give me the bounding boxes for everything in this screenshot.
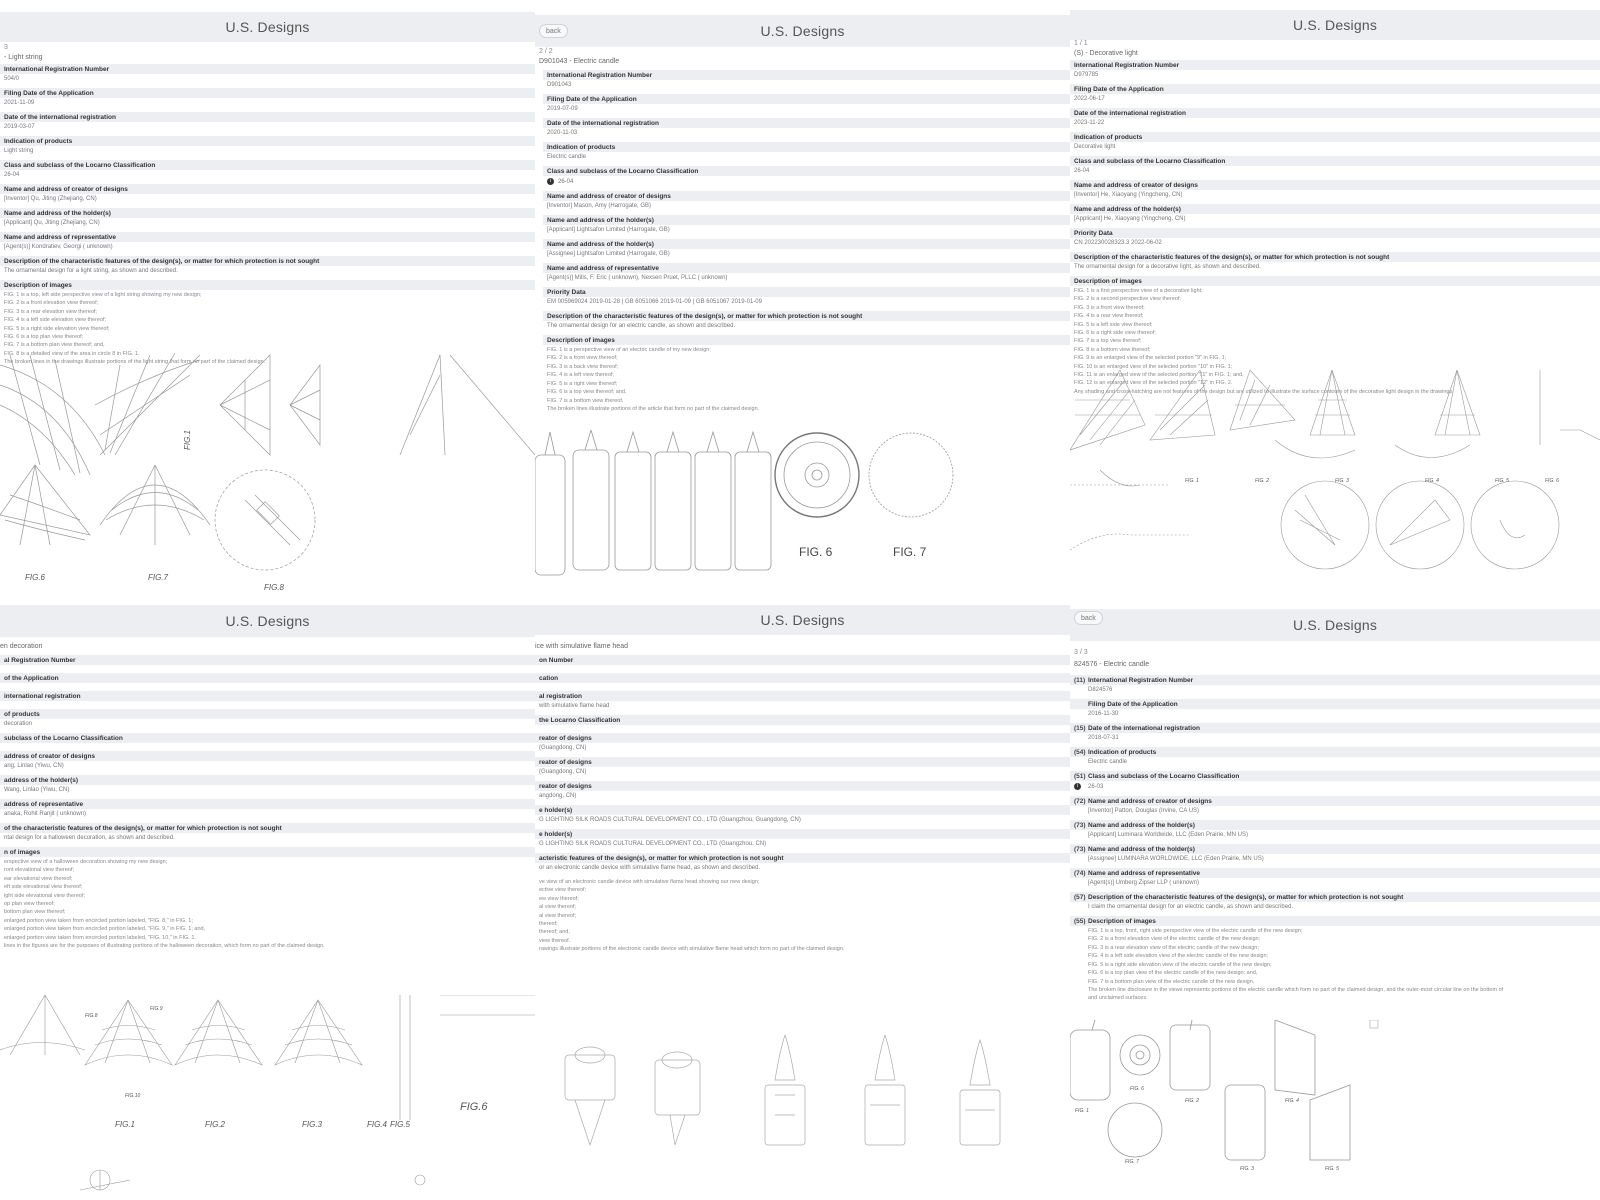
pillar-candle-views: [1070, 1020, 1378, 1160]
svg-text:FIG.3: FIG.3: [302, 1120, 323, 1129]
fig4-drawing: [400, 355, 535, 455]
field-label: Filing Date of the Application: [543, 94, 1070, 104]
field-value: D979785: [1074, 71, 1099, 78]
field-value: 26-03: [1088, 783, 1104, 790]
field-label: Class and subclass of the Locarno Classification: [0, 160, 535, 170]
detail-circles: [80, 1170, 535, 1190]
field-label: International Registration Number: [1088, 676, 1194, 684]
candle-bottom-view: [869, 433, 953, 517]
panel-title: U.S. Designs: [760, 23, 845, 39]
svg-text:FIG.4: FIG.4: [367, 1120, 388, 1129]
field-label: Name and address of the holder(s): [1070, 204, 1600, 214]
fig6-drawing: [0, 465, 90, 545]
field-label: Priority Data: [1070, 228, 1600, 238]
design-panel-electric-candle-a: [535, 0, 1070, 605]
pager[interactable]: 2 / 2: [539, 48, 553, 55]
svg-text:FIG. 3: FIG. 3: [1335, 478, 1349, 484]
field-list: [0, 64, 535, 373]
field-value: EM 005969024 2019-01-28 | GB 6051066 2019-01-09 | GB 6051067 2019-01-09: [547, 298, 762, 305]
field-value: [Applicant] Qu, Jiting (Zhejiang, CN): [4, 219, 100, 226]
svg-text:FIG. 4: FIG. 4: [1285, 1098, 1299, 1104]
field-label: acteristic features of the design(s), or matter for which protection is not sought: [535, 853, 1070, 863]
field-value: 2019-03-07: [4, 123, 35, 130]
field-value: angdong, CN): [539, 792, 577, 799]
patent-drawing-spiderweb: [0, 995, 535, 1200]
field-value: [Assignee] LUMINARA WORLDWIDE, LLC (Eden Prairie, MN US): [1088, 855, 1264, 862]
panel-title: U.S. Designs: [1292, 617, 1378, 633]
field-label: reator of designs: [535, 733, 1070, 743]
field-value: The ornamental design for a light string, as shown and described.: [4, 267, 178, 274]
image-descriptions: FIG. 1 is a top, left side perspective view of a light string showing my new design; FIG. 2 is a front elevation view thereof; FIG. 3 is a rear elevation view thereof; FIG. 4 is a left side elevation view thereof; FIG. 5 is a right side elevation view thereof; FIG. 6 is a top plan view thereof; FIG. 7 is a bottom plan view thereof; and, FIG. 8 is a detailed view of the area in circle 8 in FIG. 1. The broken lines in the drawings illustrate portions of the light string that form no part of the claimed design.: [4, 292, 266, 366]
field-value: (Guangdong, CN): [539, 768, 587, 775]
svg-text:FIG. 6: FIG. 6: [1545, 478, 1559, 484]
field-value: [Inventor] Patton, Douglas (Irvine, CA US): [1088, 807, 1200, 814]
field-label: reator of designs: [535, 757, 1070, 767]
field-label: International Registration Number: [1070, 60, 1600, 70]
svg-text:FIG.8: FIG.8: [85, 1013, 98, 1019]
field-label: Description of the characteristic features of the design(s), or matter for which protection is not sought: [1070, 252, 1600, 262]
field-list: [0, 655, 535, 956]
field-value: decoration: [4, 720, 33, 727]
svg-text:FIG. 2: FIG. 2: [1255, 478, 1269, 484]
enlarged-detail-views: [1281, 481, 1559, 569]
field-value: [535, 665, 1070, 668]
record-subtitle: 824576 - Electric candle: [1074, 661, 1150, 668]
field-value: The ornamental design for an electric candle, as shown and described.: [547, 322, 736, 329]
svg-text:FIG.1: FIG.1: [183, 429, 192, 450]
field-label: Name and address of representative: [543, 263, 1070, 273]
info-icon[interactable]: i: [547, 178, 554, 185]
patent-drawing-candle-flame: [535, 1035, 1070, 1195]
field-label: Name and address of representative: [1088, 869, 1200, 877]
field-value: [Assignee] Lightsafon Limited (Harrogate, GB): [547, 250, 670, 257]
panel-header: [535, 605, 1070, 635]
design-panel-halloween-decoration: [0, 605, 535, 1200]
svg-text:FIG.10: FIG.10: [125, 1093, 141, 1099]
field-value: (Guangdong, CN): [539, 744, 587, 751]
field-label: Filing Date of the Application: [1070, 84, 1600, 94]
panel-title: U.S. Designs: [225, 19, 310, 35]
svg-text:FIG. 3: FIG. 3: [1240, 1166, 1254, 1172]
field-value: I claim the ornamental design for an electric candle, as shown and described.: [1088, 903, 1294, 910]
field-value: 2016-11-30: [1088, 710, 1119, 717]
image-descriptions: FIG. 1 is a top, front, right side perspective view of the electric candle of the new design; FIG. 2 is a front elevation view of the electric candle of the new design; FIG. 3 is a rear elevation view of the electric candle of the new design; FIG. 4 is a left side elevation view of the electric candle of the new design; FIG. 5 is a right side elevation view of the electric candle of the new design; FIG. 6 is a top plan view of the electric candle of the new design; and, FIG. 7 is a bottom plan view of the electric candle of the new design. The broken line disclosure in the views represents portions of the electric candle which form no part of the claimed design, and the outer-most circular line on the bottom of and unclaimed surfaces.: [1088, 928, 1504, 1002]
field-value: [535, 683, 1070, 686]
field-value: 26-04: [4, 171, 20, 178]
field-value: 2022-06-17: [1074, 95, 1105, 102]
image-descriptions: FIG. 1 is a perspective view of an electric candle of my new design; FIG. 2 is a front view thereof; FIG. 3 is a back view thereof; FIG. 4 is a left view thereof; FIG. 5 is a right view thereof; FIG. 6 is a top view thereof; and, FIG. 7 is a bottom view thereof. The broken lines illustrate portions of the article that form no part of the claimed design.: [547, 347, 760, 412]
field-value: Electric candle: [547, 153, 587, 160]
pager[interactable]: 3: [4, 44, 8, 51]
field-value: CN 202230028323.3 2022-06-02: [1074, 239, 1162, 246]
design-panel-electric-candle-b: [1070, 605, 1600, 1200]
field-label: international registration: [0, 691, 535, 701]
image-descriptions: FIG. 1 is a first perspective view of a decorative light; FIG. 2 is a second perspective view thereof; FIG. 3 is a front view thereof; FIG. 4 is a rear view thereof; FIG. 5 is a left side view thereof; FIG. 6 is a right side view thereof; FIG. 7 is a top view thereof; FIG. 8 is a bottom view thereof; FIG. 9 is an enlarged view of the selected portion "9" in FIG. 1; FIG. 10 is an enlarged view of the selected portion "10" in FIG. 1; FIG. 11 is an enlarged view of the selected portion "11" in FIG. 1; and, FIG. 12 is an enlarged view of the selected portion "12" in FIG. 2. Any shading and cross-hatching are not features of the design but are utilized to illustrate the surface contours of the decorative light design in the drawings.: [1074, 288, 1454, 395]
field-value: [Agent(s)] Mills, F. Eric ( unknown), Nexsen Pruet, PLLC ( unknown): [547, 274, 728, 281]
field-value: [Applicant] He, Xiaoyang (Yingcheng, CN): [1074, 215, 1186, 222]
candle-top-view: [775, 433, 859, 517]
field-label: Indication of products: [1070, 132, 1600, 142]
svg-text:FIG. 6: FIG. 6: [1130, 1086, 1144, 1092]
panel-title: U.S. Designs: [1292, 17, 1378, 33]
field-label: Name and address of the holder(s): [0, 208, 535, 218]
panel-title: U.S. Designs: [225, 613, 310, 629]
field-label: Name and address of the holder(s): [1088, 845, 1195, 853]
field-label: cation: [535, 673, 1070, 683]
field-list: [535, 655, 1070, 960]
svg-text:FIG.7: FIG.7: [148, 573, 169, 582]
field-value: ntal design for a halloween decoration, as shown and described.: [4, 834, 175, 841]
field-label: Class and subclass of the Locarno Classification: [1088, 772, 1240, 780]
field-label: International Registration Number: [0, 64, 535, 74]
field-value: [Inventor] Mason, Amy (Harrogate, GB): [547, 202, 652, 209]
field-label: al Registration Number: [0, 655, 535, 665]
back-button[interactable]: back: [1074, 611, 1103, 625]
field-list: [1070, 60, 1600, 402]
field-value: [0, 683, 535, 686]
svg-text:FIG. 5: FIG. 5: [1495, 478, 1509, 484]
field-value: [535, 725, 1070, 728]
field-value: 26-04: [1074, 167, 1090, 174]
field-label: on Number: [535, 655, 1070, 665]
fig7-drawing: [100, 465, 210, 545]
field-label: address of the holder(s): [0, 775, 535, 785]
svg-text:FIG.6: FIG.6: [460, 1101, 488, 1113]
fig2-drawing: [220, 355, 320, 455]
svg-text:FIG. 7: FIG. 7: [1125, 1159, 1139, 1165]
panel-header: [1070, 609, 1600, 641]
field-value: Light string: [4, 147, 34, 154]
field-label: Priority Data: [543, 287, 1070, 297]
back-button[interactable]: back: [539, 24, 568, 38]
field-value: 2021-11-09: [4, 99, 35, 106]
field-label: of the Application: [0, 673, 535, 683]
field-label: Name and address of creator of designs: [1070, 180, 1600, 190]
images-label: Description of images: [543, 335, 1070, 345]
field-label: al registration: [535, 691, 1070, 701]
field-value: D824576: [1088, 686, 1113, 693]
record-subtitle: - Light string: [4, 54, 43, 61]
field-label: Filing Date of the Application: [1088, 700, 1178, 708]
field-value: 2023-11-22: [1074, 119, 1105, 126]
field-label: reator of designs: [535, 781, 1070, 791]
image-descriptions: ve view of an electronic candle device with simulative flame head showing our new design; ective view thereof; ew view thereof; al view thereof; al view thereof; thereof; thereof; and, view thereof. rawings illustrate portions of the electronic candle device with simulative flame head which form no part of the claimed design.: [539, 879, 845, 953]
fig8-drawing: [215, 470, 315, 570]
field-label: Description of the characteristic features of the design(s), or matter for which protection is not sought: [0, 256, 535, 266]
patent-drawing-decorative-light: [1070, 370, 1600, 590]
patent-drawing-electric-candle: [535, 430, 1070, 590]
svg-text:FIG. 6: FIG. 6: [799, 545, 833, 559]
svg-text:FIG.2: FIG.2: [205, 1120, 226, 1129]
field-value: Wang, Linlao (Yiwu, CN): [4, 786, 70, 793]
field-value: anaka, Rohit Ranjit ( unknown): [4, 810, 87, 817]
field-label: Indication of products: [0, 136, 535, 146]
field-label: Date of the international registration: [0, 112, 535, 122]
field-label: Name and address of creator of designs: [543, 191, 1070, 201]
field-label: Name and address of creator of designs: [0, 184, 535, 194]
field-label: subclass of the Locarno Classification: [0, 733, 535, 743]
svg-text:FIG. 7: FIG. 7: [893, 545, 927, 559]
record-subtitle: ice with simulative flame head: [535, 643, 628, 650]
design-panel-decorative-light: [1070, 0, 1600, 605]
pager[interactable]: 1 / 1: [1074, 40, 1088, 47]
field-value: ang, Linlao (Yiwu, CN): [4, 762, 64, 769]
field-label: Name and address of the holder(s): [543, 239, 1070, 249]
fan-light-views: [1070, 370, 1600, 550]
svg-text:FIG. 4: FIG. 4: [1425, 478, 1439, 484]
field-label: Indication of products: [543, 142, 1070, 152]
field-label: Description of the characteristic features of the design(s), or matter for which protection is not sought: [543, 311, 1070, 321]
candle-views: [535, 430, 771, 575]
svg-text:FIG.5: FIG.5: [390, 1120, 411, 1129]
field-value: or an electronic candle device with simulative flame head, as shown and described.: [539, 864, 761, 871]
svg-text:FIG.1: FIG.1: [115, 1120, 136, 1129]
field-value: [0, 665, 535, 668]
field-label: Class and subclass of the Locarno Classification: [1070, 156, 1600, 166]
images-label: Description of images: [1070, 276, 1600, 286]
field-label: address of representative: [0, 799, 535, 809]
design-panel-light-string: [0, 0, 535, 605]
field-label: Class and subclass of the Locarno Classification: [543, 166, 1070, 176]
field-value: Decorative light: [1074, 143, 1116, 150]
field-label: of products: [0, 709, 535, 719]
patent-drawing-light-string: [0, 345, 535, 600]
record-subtitle: (S) - Decorative light: [1074, 50, 1138, 57]
field-value: 2019-07-09: [547, 105, 578, 112]
images-label: n of images: [0, 847, 535, 857]
images-label: Description of images: [1088, 917, 1156, 925]
field-value: [0, 743, 535, 746]
design-panel-electronic-candle-flame: [535, 605, 1070, 1200]
field-value: [Applicant] Luminara Worldwide, LLC (Eden Prairie, MN US): [1088, 831, 1248, 838]
record-subtitle: en decoration: [0, 643, 43, 650]
field-label: Description of the characteristic features of the design(s), or matter for which protection is not sought: [1088, 893, 1404, 901]
field-value: D901043: [547, 81, 572, 88]
field-label: e holder(s): [535, 829, 1070, 839]
field-label: Indication of products: [1088, 748, 1157, 756]
field-label: address of creator of designs: [0, 751, 535, 761]
record-subtitle: D901043 - Electric candle: [539, 58, 620, 65]
panel-title: U.S. Designs: [760, 612, 845, 628]
field-value: [Inventor] Qu, Jiting (Zhejiang, CN): [4, 195, 97, 202]
image-descriptions: erspective view of a halloween decoration showing my new design; ront elevational view thereof; ear elevational view thereof; eft side elevational view thereof; ight side elevational view thereof; op plan view thereof; bottom plan view thereof; enlarged portion view taken from encircled portion labeled, "FIG. 8," in FIG. 1; enlarged portion view taken from encircled portion labeled, "FIG. 9," in FIG. 1; and, enlarged portion view taken from encircled portion labeled, "FIG. 10," in FIG. 1. lines in the figures are for the purposes of illustrating portions of the halloween decoration, which form no part of the claimed design.: [4, 859, 325, 950]
images-label: Description of images: [0, 280, 535, 290]
field-value: with simulative flame head: [539, 702, 610, 709]
info-icon[interactable]: i: [1074, 783, 1081, 790]
field-label: Date of the international registration: [1088, 724, 1200, 732]
field-value: G LIGHTING SILK ROADS CULTURAL DEVELOPMENT CO., LTD (Guangzhou, Guangdong, CN): [539, 816, 801, 823]
panel-header: [1070, 10, 1600, 40]
panel-header: [0, 605, 535, 637]
field-value: [Agent(s)] Kondratiev, Georgi ( unknown): [4, 243, 113, 250]
field-value: [0, 701, 535, 704]
field-label: Name and address of the holder(s): [543, 215, 1070, 225]
svg-text:FIG. 2: FIG. 2: [1185, 1098, 1199, 1104]
field-value: G LIGHTING SILK ROADS CULTURAL DEVELOPMENT CO., LTD (Guangzhou, CN): [539, 840, 767, 847]
field-list: [543, 70, 1070, 419]
web-views: [0, 995, 535, 1120]
field-label: Name and address of the holder(s): [1088, 821, 1195, 829]
svg-text:FIG.6: FIG.6: [25, 573, 46, 582]
field-label: Date of the international registration: [1070, 108, 1600, 118]
field-label: the Locarno Classification: [535, 715, 1070, 725]
svg-text:FIG.9: FIG.9: [150, 1006, 163, 1012]
field-value: 2018-07-31: [1088, 734, 1119, 741]
field-list: (11) International Registration Number D824576 Filing Date of the Application 2016-11-30 (15) Date of the international registration 2018-07-31 (54) Indication of products Electric candle (51) Class and subclass of the Locarno Classification i 26-03 (72) Name and address of creator of designs [Inventor] Patton, Douglas (Irvine, CA US) (73) Name and address of the holder(s) [Applicant] Luminara Worldwide, LLC (Eden Prairie, MN US) (73) Name and address of the holder(s) [Assignee] LUMINARA WORLDWIDE, LLC (Eden Prairie, MN US) (74) Name and address of representative [Agent(s)] Umberg Zipser LLP ( unknown) (57) Description of the characteristic features of the design(s), or matter for which protection is not sought I claim the ornamental design for an electric candle, as shown and described. (55) Description of images FIG. 1 is a top, front, right side perspective view of the electric candle of the new design; FIG. 2 is a front elevation view of the electric candle of the new design; FIG. 3 is a rear elevation view of the electric candle of the new design; FIG. 4 is a left side elevation view of the electric candle of the new design; FIG. 5 is a right side elevation view of the electric candle of the new design; FIG. 6 is a top plan view of the electric candle of the new design; and, FIG. 7 is a bottom plan view of the electric candle of the new design. The broken line disclosure in the views represents portions of the electric candle which form no part of the claimed design, and the outer-most circular line on the bottom of and unclaimed surfaces.: [1070, 675, 1600, 1009]
svg-text:FIG. 5: FIG. 5: [1325, 1166, 1339, 1172]
field-value: The ornamental design for a decorative light, as shown and described.: [1074, 263, 1261, 270]
field-label: e holder(s): [535, 805, 1070, 815]
field-value: 2020-11-03: [547, 129, 578, 136]
pager[interactable]: 3 / 3: [1074, 649, 1088, 656]
field-label: International Registration Number: [543, 70, 1070, 80]
field-value: 504/0: [4, 75, 20, 82]
field-label: Date of the international registration: [543, 118, 1070, 128]
panel-header: [535, 15, 1070, 47]
svg-text:FIG.8: FIG.8: [264, 583, 285, 592]
field-value: Electric candle: [1088, 758, 1128, 765]
field-value: 26-04: [558, 178, 574, 185]
field-value: [Inventor] He, Xiaoyang (Yingcheng, CN): [1074, 191, 1183, 198]
patent-drawing-pillar-candle: [1070, 1020, 1600, 1195]
svg-text:FIG. 1: FIG. 1: [1185, 478, 1199, 484]
field-label: Name and address of creator of designs: [1088, 797, 1212, 805]
field-value: [Agent(s)] Umberg Zipser LLP ( unknown): [1088, 879, 1199, 886]
field-label: Name and address of representative: [0, 232, 535, 242]
svg-text:FIG. 1: FIG. 1: [1075, 1108, 1089, 1114]
field-label: of the characteristic features of the design(s), or matter for which protection is not sought: [0, 823, 535, 833]
flame-device-views: [565, 1035, 1000, 1145]
fig1-drawing: [0, 353, 200, 475]
field-value: [Applicant] Lightsafon Limited (Harrogate, GB): [547, 226, 670, 233]
field-label: Filing Date of the Application: [0, 88, 535, 98]
panel-header: [0, 12, 535, 42]
